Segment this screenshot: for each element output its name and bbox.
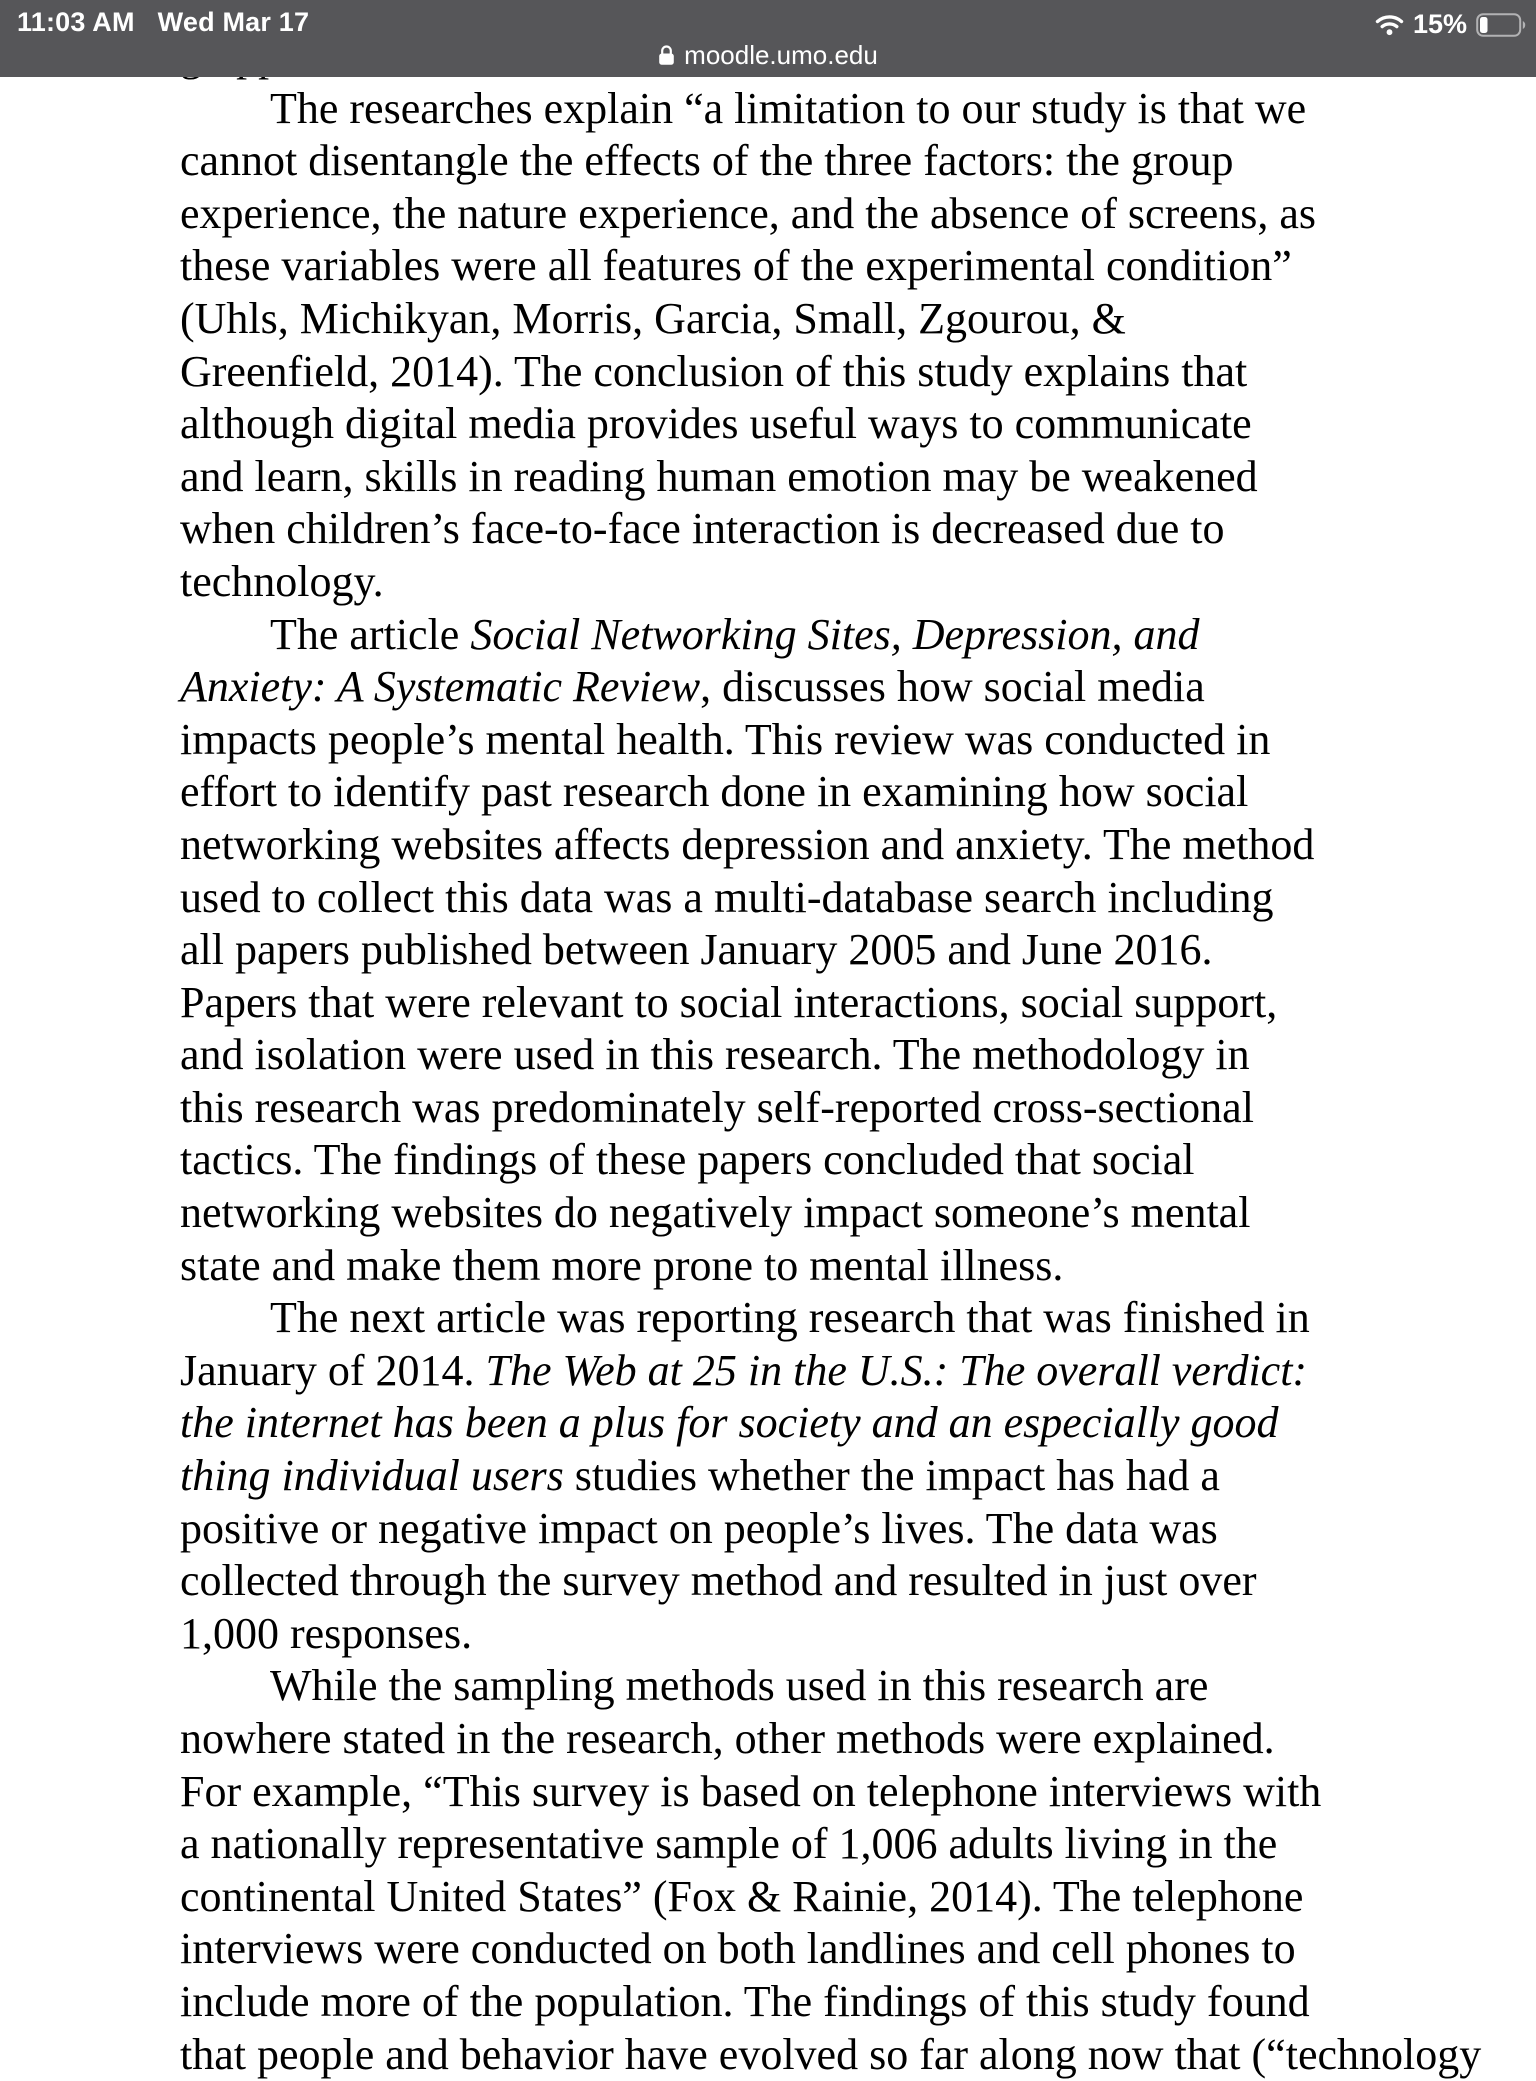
status-date: Wed Mar 17 [157,7,310,37]
text-line: (Uhls, Michikyan, Morris, Garcia, Small, Zgourou, & [180,293,1126,343]
text-line: While the sampling methods used in this research are [270,1661,1209,1711]
document-body [180,30,1536,2081]
text-line: impacts people’s mental health. This review was conducted in [180,714,1271,764]
url-bar[interactable] [0,36,1536,74]
battery-low-icon [1476,13,1526,37]
text-line: experience, the nature experience, and the absence of screens, as [180,188,1317,238]
text-line: cannot disentangle the effects of the three factors: the group [180,136,1234,186]
text-line: this research was predominately self-reported cross-sectional [180,1082,1254,1132]
url-domain: moodle.umo.edu [684,39,878,70]
paragraph-uhls-study [180,83,1536,609]
text-line: state and make them more prone to mental illness. [180,1240,1064,1290]
text-line: Papers that were relevant to social interactions, social support, [180,977,1278,1027]
text-line: these variables were all features of the experimental condition” [180,241,1292,291]
text-line: The next article was reporting research that was finished in [270,1293,1310,1343]
text-line: tactics. The findings of these papers concluded that social [180,1135,1195,1185]
text-line: positive or negative impact on people’s lives. The data was [180,1503,1218,1553]
paragraph-web-at-25 [180,1292,1536,1660]
text-line: networking websites affects depression and anxiety. The method [180,819,1315,869]
text-line: thing individual users studies whether the impact has had a [180,1451,1220,1501]
lock-icon [658,44,675,66]
text-line: 1,000 responses. [180,1608,473,1658]
text-line: and isolation were used in this research. The methodology in [180,1030,1250,1080]
text-line: January of 2014. The Web at 25 in the U.S.: The overall verdict: [180,1345,1308,1395]
text-line: and learn, skills in reading human emotion may be weakened [180,451,1258,501]
text-line: a nationally representative sample of 1,006 adults living in the [180,1819,1278,1869]
battery-percent: 15% [1412,9,1467,39]
text-line: all papers published between January 2005 and June 2016. [180,925,1213,975]
text-line: continental United States” (Fox & Rainie, 2014). The telephone [180,1871,1304,1921]
text-line: technology. [180,556,384,606]
text-line: include more of the population. The findings of this study found [180,1976,1310,2026]
text-line: Greenfield, 2014). The conclusion of this study explains that [180,346,1248,396]
text-line: nowhere stated in the research, other methods were explained. [180,1714,1275,1763]
text-line: The article Social Networking Sites, Depression, and [270,609,1200,659]
status-left [17,7,309,38]
paragraph-systematic-review [180,609,1536,1293]
status-time: 11:03 AM [17,7,135,37]
text-line: the internet has been a plus for society and an especially good [180,1398,1279,1448]
document-page [180,30,1536,2081]
text-line: Anxiety: A Systematic Review, discusses how social media [180,662,1205,712]
text-line: The researches explain “a limitation to our study is that we [270,83,1307,133]
text-line: For example, “This survey is based on telephone interviews with [180,1766,1322,1816]
ios-status-bar [0,0,1536,77]
text-line: effort to identify past research done in examining how social [180,767,1249,817]
text-line: when children’s face-to-face interaction is decreased due to [180,504,1225,554]
text-line: although digital media provides useful ways to communicate [180,399,1252,449]
text-line: networking websites do negatively impact someone’s mental [180,1188,1251,1238]
text-line: collected through the survey method and resulted in just over [180,1556,1257,1606]
text-line: that people and behavior have evolved so far along now that (“technology [180,2029,1482,2079]
wifi-icon [1375,14,1404,36]
text-line: used to collect this data was a multi-database search including [180,872,1274,922]
text-line: interviews were conducted on both landlines and cell phones to [180,1924,1296,1974]
paragraph-sampling-methods [180,1660,1536,2081]
